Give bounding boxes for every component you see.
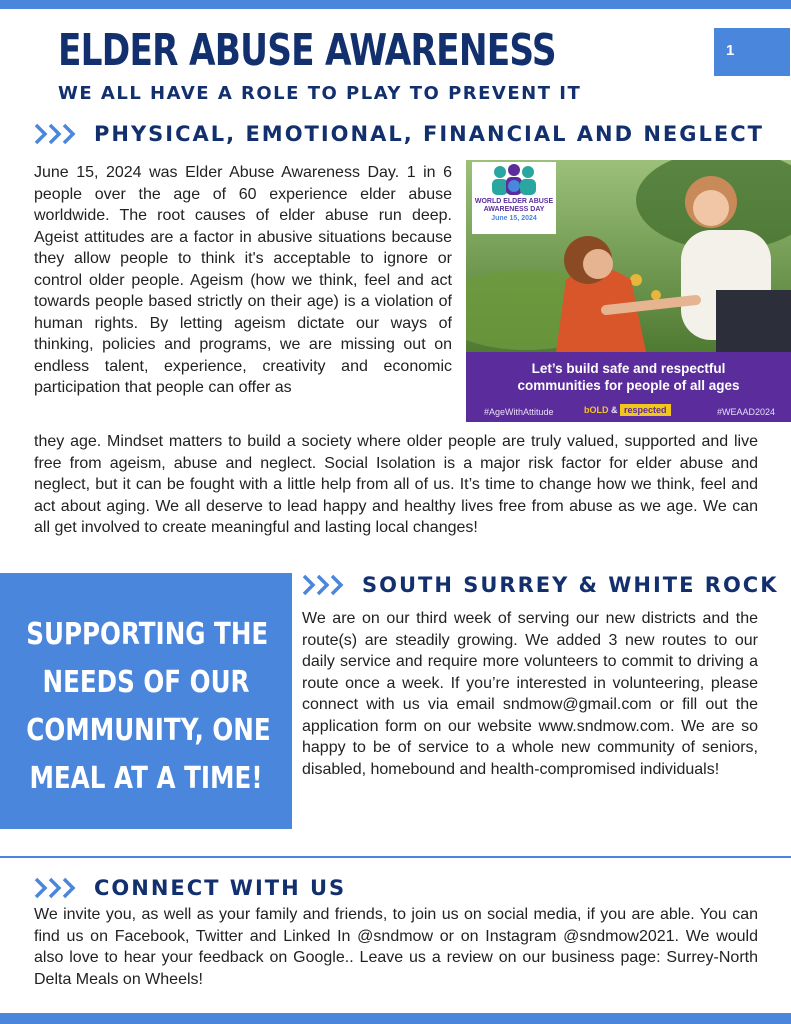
section-surrey-heading bbox=[302, 573, 779, 597]
section-physical-text-full: they age. Mindset matters to build a society where older people are truly valued, supported and live free from ageism, abuse and neglect. Social Isolation is a major risk factor for elder abuse and neglect, but it can be fought with a little help from all of us. It’s time to change how we think, feel and act about aging. We all deserve to lead happy and healthy lives free from abuse as we age. We can all get involved to create meaningful and lasting local changes! bbox=[34, 433, 758, 536]
logo-line-1: WORLD ELDER ABUSE bbox=[474, 198, 554, 205]
respected-word: respected bbox=[620, 404, 671, 416]
callout-line-3: COMMUNITY, ONE bbox=[26, 713, 271, 748]
hashtag-left: #AgeWithAttitude bbox=[484, 407, 554, 417]
section-physical-text-wrap: June 15, 2024 was Elder Abuse Awareness Day. 1 in 6 people over the age of 60 experience elder abuse worldwide. The root causes of elder abuse run deep. Ageist attitudes are a factor in abusive situations because they allow people to think it's acceptable to ignore or control older people. Ageism (how we think, feel and act towards people based strictly on their age) is a violation of human rights. By letting ageism dictate our ways of thinking, policies and programs, we are missing out on endless talent, experience, creativity and economic participation that people can offer as bbox=[34, 164, 452, 396]
banner-headline bbox=[466, 360, 791, 394]
logo-date: June 15, 2024 bbox=[491, 215, 537, 222]
people-logo-icon bbox=[472, 162, 556, 198]
bottom-accent-bar bbox=[0, 1013, 791, 1024]
section-surrey-text: We are on our third week of serving our new districts and the route(s) are steadily growing. We added 3 new routes to our daily service and require more volunteers to commit to driving a route once a week. If you’re interested in volunteering, please connect with us via email sndmow@gmail.com or fill out the application form on our website www.sndmow.com. We are so happy to be of service to a whole new community of seniors, disabled, homebound and health-compromised individuals! bbox=[302, 610, 758, 778]
triple-chevron-icon bbox=[302, 573, 348, 597]
callout-line-1: SUPPORTING THE bbox=[26, 617, 269, 652]
page-subtitle: WE ALL HAVE A ROLE TO PLAY TO PREVENT IT bbox=[58, 83, 582, 104]
callout-text bbox=[0, 611, 292, 803]
photo-banner bbox=[466, 352, 791, 422]
triple-chevron-icon bbox=[34, 122, 80, 146]
section-title: SOUTH SURREY & WHITE ROCK bbox=[362, 573, 779, 597]
callout-line-2: NEEDS OF OUR bbox=[42, 665, 250, 700]
banner-line-1: Let’s build safe and respectful bbox=[531, 361, 726, 376]
page-number-badge: 1 bbox=[714, 28, 790, 76]
weaad-logo bbox=[472, 162, 556, 234]
logo-line-2: AWARENESS DAY bbox=[483, 206, 545, 213]
bold-word: bOLD bbox=[584, 405, 609, 415]
amp-sign: & bbox=[611, 405, 618, 415]
page-title: ELDER ABUSE AWARENESS bbox=[58, 25, 556, 76]
top-accent-bar bbox=[0, 0, 791, 9]
section-connect-text: We invite you, as well as your family and friends, to join us on social media, if you are able. You can find us on Facebook, Twitter and Linked In @sndmow or on Instagram @sndmow2021. We would also love to hear your feedback on Google.. Leave us a review on our business page: Surrey-North Delta Meals on Wheels! bbox=[34, 906, 758, 988]
bold-respected-tag bbox=[584, 405, 671, 415]
banner-line-2: communities for people of all ages bbox=[517, 378, 740, 393]
logo-title bbox=[472, 198, 556, 214]
community-callout-box bbox=[0, 573, 292, 829]
awareness-day-photo bbox=[466, 160, 791, 422]
section-title: PHYSICAL, EMOTIONAL, FINANCIAL AND NEGLECT bbox=[94, 122, 764, 146]
callout-line-4: MEAL AT A TIME! bbox=[29, 761, 263, 796]
section-physical-heading bbox=[34, 122, 764, 146]
section-divider bbox=[0, 856, 791, 858]
triple-chevron-icon bbox=[34, 876, 80, 900]
hashtag-right: #WEAAD2024 bbox=[716, 407, 775, 417]
section-connect-heading bbox=[34, 876, 346, 900]
section-title: CONNECT WITH US bbox=[94, 876, 347, 900]
